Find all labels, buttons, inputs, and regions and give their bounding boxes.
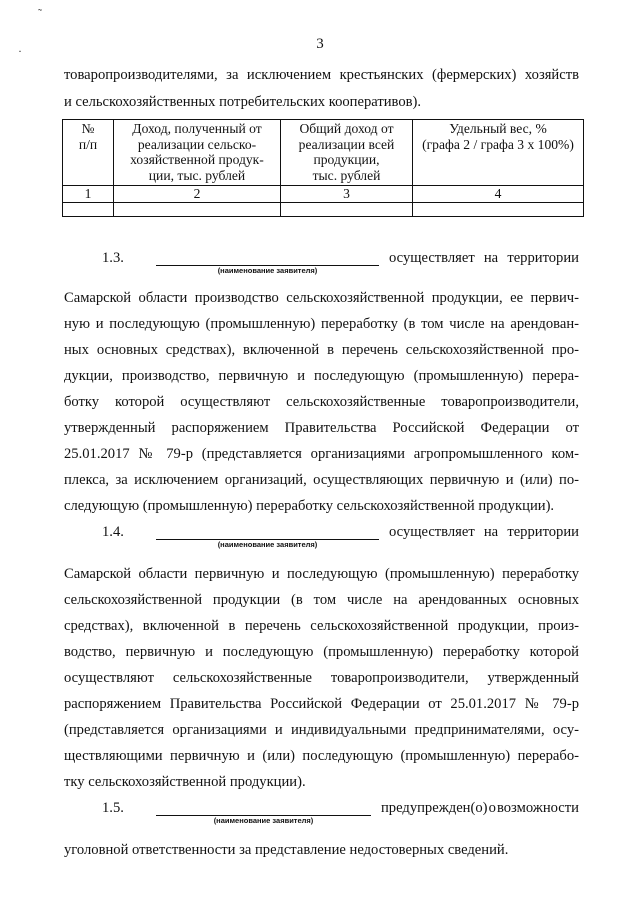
applicant-name-field[interactable] — [156, 523, 379, 549]
section-1-3-heading — [64, 246, 579, 275]
intro-line: товаропроизводителями, за исключением крестьянских (фермерских) хозяйств — [64, 67, 579, 83]
section-1-4-line: средствах), включенной в перечень сельскохозяйственной продукции, произ- — [64, 618, 579, 634]
section-1-4-line: (представляется организациями и индивидуальными предпринимателями, осу- — [64, 722, 579, 738]
section-1-3-line: дукции, производство, первичную и последующую (промышленную) перера- — [64, 368, 579, 384]
section-1-3-line: ных основных средствах), включенной в перечень сельскохозяйственной про- — [64, 342, 579, 358]
column-number: 2 — [114, 186, 281, 203]
header-cell-share: Удельный вес, % (графа 2 / графа 3 х 100%) — [413, 120, 584, 186]
section-1-4-line: тку сельскохозяйственной продукции). — [64, 774, 306, 790]
empty-cell[interactable] — [63, 203, 114, 217]
table-header-row — [63, 120, 584, 186]
applicant-caption: (наименование заявителя) — [217, 266, 318, 275]
section-1-3-line: утвержденный распоряжением Правительства Российской Федерации от — [64, 420, 579, 436]
section-1-3-line: плекса, за исключением организаций, осуществляющих первичную и (или) по- — [64, 472, 579, 488]
empty-cell[interactable] — [114, 203, 281, 217]
section-1-5-heading — [64, 796, 579, 825]
section-1-4-line: осуществляют сельскохозяйственные товаропроизводители, утвержденный — [64, 670, 579, 686]
section-number: 1.3. — [102, 250, 124, 266]
section-1-4-line: ществляющими первичную и (или) последующую (промышленную) перерабо- — [64, 748, 579, 764]
header-cell-total-income: Общий доход от реализации всей продукции, тыс. рублей — [281, 120, 413, 186]
section-number: 1.5. — [102, 800, 124, 816]
header-cell-number: № п/п — [63, 120, 114, 186]
applicant-caption: (наименование заявителя) — [213, 816, 314, 825]
column-number: 1 — [63, 186, 114, 203]
section-1-3-line: следующую (промышленную) переработку сельскохозяйственной продукции). — [64, 498, 555, 514]
column-number: 4 — [413, 186, 584, 203]
section-lead-text: осуществляет на территории — [389, 250, 579, 266]
intro-line: и сельскохозяйственных потребительских кооперативов). — [64, 94, 422, 110]
page-number: 3 — [316, 36, 324, 52]
section-1-4-line: сельскохозяйственной продукции (в том числе на арендованных основных — [64, 592, 579, 608]
section-1-3-line: ную и последующую (промышленную) переработку (в том числе на арендован- — [64, 316, 579, 332]
scan-mark-left: · — [18, 44, 22, 58]
applicant-name-field[interactable] — [156, 249, 379, 275]
applicant-name-field[interactable] — [156, 799, 371, 825]
income-table — [62, 119, 584, 217]
section-number: 1.4. — [102, 524, 124, 540]
empty-cell[interactable] — [413, 203, 584, 217]
section-1-4-line: распоряжением Правительства Российской Федерации от 25.01.2017 № 79-р — [64, 696, 579, 712]
section-1-3-line: 25.01.2017 № 79-р (представляется организациями агропромышленного ком- — [64, 446, 579, 462]
scan-mark-top: ˜ — [38, 6, 42, 20]
column-number: 3 — [281, 186, 413, 203]
section-1-3-line: Самарской области производство сельскохозяйственной продукции, ее первич- — [64, 290, 579, 306]
header-cell-agri-income: Доход, полученный от реализации сельско- хозяйственной продук- ции, тыс. рублей — [114, 120, 281, 186]
section-1-3-line: ботку которой осуществляют сельскохозяйственные товаропроизводители, — [64, 394, 579, 410]
table-empty-row — [63, 203, 584, 217]
section-1-4-line: Самарской области первичную и последующую (промышленную) переработку — [64, 566, 579, 582]
table-column-numbers-row — [63, 186, 584, 203]
section-lead-text: предупрежден(о) о возможности — [381, 800, 579, 816]
empty-cell[interactable] — [281, 203, 413, 217]
applicant-caption: (наименование заявителя) — [217, 540, 318, 549]
section-1-4-line: водство, первичную и последующую (промышленную) переработку которой — [64, 644, 579, 660]
section-1-5-line: уголовной ответственности за представление недостоверных сведений. — [64, 842, 509, 858]
section-lead-text: осуществляет на территории — [389, 524, 579, 540]
section-1-4-heading — [64, 520, 579, 549]
